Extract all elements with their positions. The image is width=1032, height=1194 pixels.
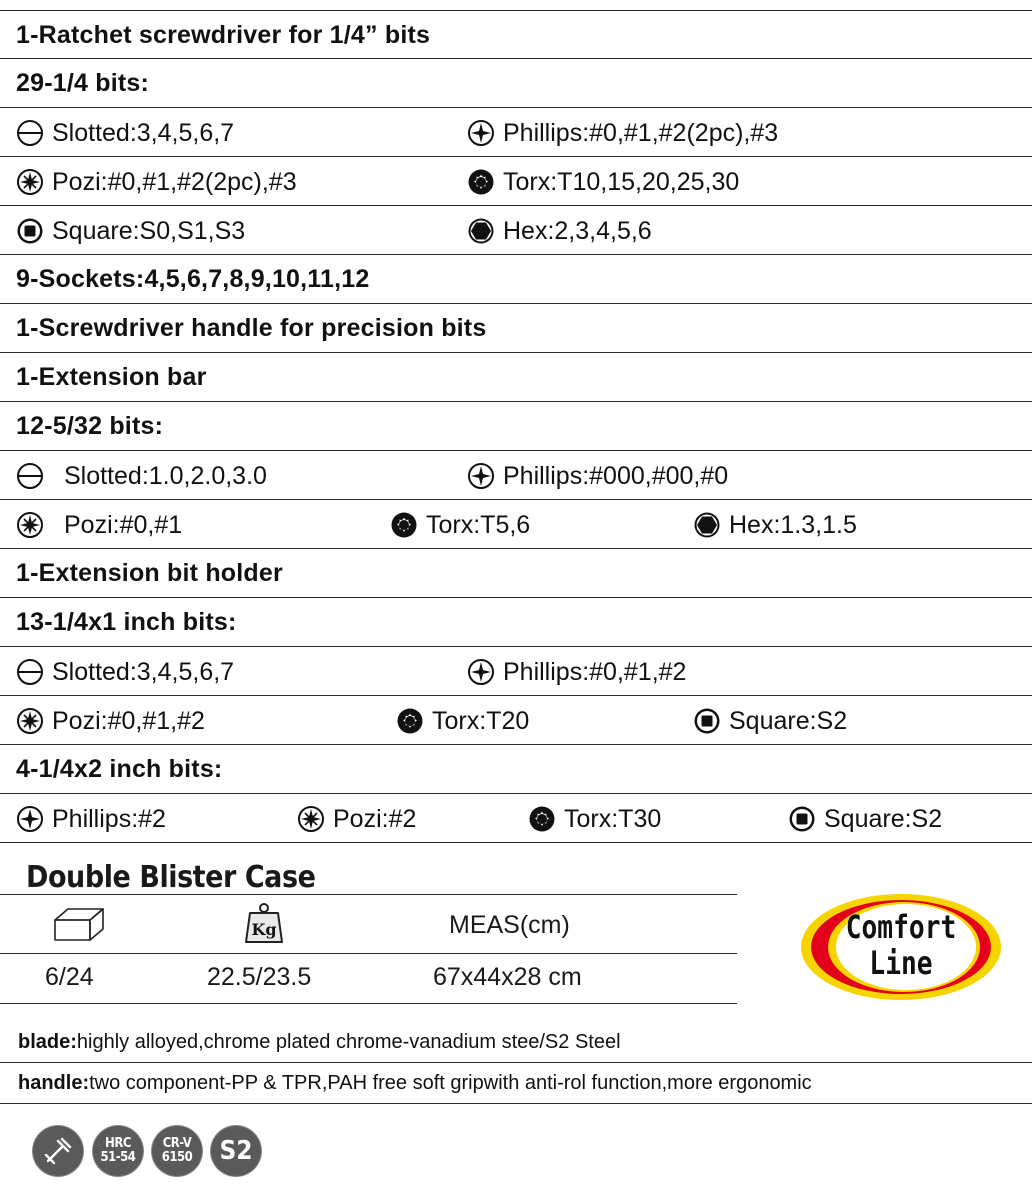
row-ratchet <box>0 10 1032 59</box>
spec-text: highly alloyed,chrome plated chrome-vanadium stee/S2 Steel <box>76 1031 621 1053</box>
torx-icon <box>528 805 556 833</box>
item-text: Hex:1.3,1.5 <box>729 510 857 539</box>
item <box>788 803 942 835</box>
row-29-bits <box>0 59 1032 108</box>
pozi-icon <box>16 511 44 539</box>
item-text: Phillips:#000,#00,#0 <box>503 461 729 490</box>
item-text: Pozi:#0,#1 <box>64 510 183 539</box>
item-text: Phillips:#2 <box>52 804 166 833</box>
square-icon <box>693 707 721 735</box>
heading-13-bits: 13-1/4x1 inch bits: <box>16 608 237 636</box>
logo-line1: Comfort <box>845 908 957 946</box>
spec-text: two component-PP & TPR,PAH free soft gripwith anti-rol function,more ergonomic <box>89 1072 812 1094</box>
box-icon <box>52 905 106 943</box>
item-text: Phillips:#0,#1,#2(2pc),#3 <box>503 118 779 147</box>
handle-spec <box>0 1063 1032 1104</box>
heading-sockets: 9-Sockets:4,5,6,7,8,9,10,11,12 <box>16 265 370 293</box>
pozi-icon <box>16 707 44 735</box>
badge-text: S2 <box>219 1136 253 1166</box>
slotted-icon <box>16 462 44 490</box>
torx-icon <box>467 168 495 196</box>
item <box>467 656 686 688</box>
quantity-value: 6/24 <box>45 963 94 991</box>
row-4-bits-a <box>0 794 1032 843</box>
blade-spec <box>0 1022 1032 1063</box>
item <box>467 215 652 247</box>
item <box>390 509 530 541</box>
heading-precision-handle: 1-Screwdriver handle for precision bits <box>16 314 487 342</box>
svg-text:Kg: Kg <box>251 920 277 939</box>
heading-29-bits: 29-1/4 bits: <box>16 69 150 97</box>
spec-label: handle: <box>18 1072 90 1094</box>
row-29-bits-b <box>0 157 1032 206</box>
case-title: Double Blister Case <box>26 860 316 895</box>
phillips-icon <box>467 658 495 686</box>
slotted-icon <box>16 119 44 147</box>
torx-icon <box>396 707 424 735</box>
item <box>16 166 297 198</box>
row-extension-bar <box>0 353 1032 402</box>
weight-kg-icon <box>244 902 284 944</box>
divider <box>0 953 737 954</box>
badge-line2: 51-54 <box>100 1150 136 1165</box>
item <box>16 215 245 247</box>
item <box>16 509 182 541</box>
hrc-badge <box>93 1126 143 1176</box>
item <box>467 166 739 198</box>
crv-badge <box>152 1126 202 1176</box>
item <box>693 509 857 541</box>
torx-icon <box>390 511 418 539</box>
item-text: Pozi:#2 <box>333 804 417 833</box>
weight-value: 22.5/23.5 <box>207 963 312 991</box>
item-text: Slotted:3,4,5,6,7 <box>52 118 235 147</box>
slotted-icon <box>16 658 44 686</box>
comfort-line-logo <box>800 893 1002 1001</box>
row-12-bits-b <box>0 500 1032 549</box>
row-precision-handle <box>0 304 1032 353</box>
row-bit-holder <box>0 549 1032 598</box>
item-text: Torx:T30 <box>564 804 662 833</box>
square-icon <box>16 217 44 245</box>
phillips-icon <box>467 119 495 147</box>
item-text: Torx:T5,6 <box>426 510 531 539</box>
badge-line2: 6150 <box>161 1150 193 1165</box>
divider <box>0 894 737 895</box>
heading-bit-holder: 1-Extension bit holder <box>16 559 283 587</box>
row-sockets <box>0 255 1032 304</box>
square-icon <box>788 805 816 833</box>
item-text: Torx:T10,15,20,25,30 <box>503 167 740 196</box>
phillips-icon <box>467 462 495 490</box>
row-29-bits-c <box>0 206 1032 255</box>
badge-line1: HRC <box>105 1136 131 1151</box>
s2-badge <box>211 1126 261 1176</box>
item-text: Square:S2 <box>729 706 848 735</box>
item <box>16 705 205 737</box>
item-text: Torx:T20 <box>432 706 530 735</box>
item-text: Phillips:#0,#1,#2 <box>503 657 687 686</box>
row-13-bits <box>0 598 1032 647</box>
row-13-bits-a <box>0 647 1032 696</box>
meas-header: MEAS(cm) <box>449 911 570 939</box>
pozi-icon <box>16 168 44 196</box>
logo-line2: Line <box>869 944 933 982</box>
row-13-bits-b <box>0 696 1032 745</box>
item <box>528 803 661 835</box>
item <box>16 656 234 688</box>
row-12-bits <box>0 402 1032 451</box>
divider <box>0 1003 737 1004</box>
hex-icon <box>467 217 495 245</box>
heading-4-bits: 4-1/4x2 inch bits: <box>16 755 223 783</box>
item <box>396 705 529 737</box>
item-text: Square:S0,S1,S3 <box>52 216 246 245</box>
spec-label: blade: <box>18 1031 77 1053</box>
heading-ratchet: 1-Ratchet screwdriver for 1/4” bits <box>16 21 431 49</box>
badge-line1: CR-V <box>162 1136 192 1151</box>
row-29-bits-a <box>0 108 1032 157</box>
item-text: Pozi:#0,#1,#2 <box>52 706 205 735</box>
item-text: Slotted:1.0,2.0,3.0 <box>64 461 267 490</box>
heading-extension-bar: 1-Extension bar <box>16 363 207 391</box>
item-text: Hex:2,3,4,5,6 <box>503 216 652 245</box>
row-12-bits-a <box>0 451 1032 500</box>
hammer-icon <box>33 1126 83 1176</box>
item <box>693 705 847 737</box>
item-text: Square:S2 <box>824 804 943 833</box>
item <box>16 117 234 149</box>
item-text: Slotted:3,4,5,6,7 <box>52 657 235 686</box>
item <box>297 803 416 835</box>
heading-12-bits: 12-5/32 bits: <box>16 412 164 440</box>
item <box>467 460 728 492</box>
meas-value: 67x44x28 cm <box>433 963 582 991</box>
row-4-bits <box>0 745 1032 794</box>
item-text: Pozi:#0,#1,#2(2pc),#3 <box>52 167 297 196</box>
item <box>467 117 778 149</box>
item <box>16 460 267 492</box>
pozi-icon <box>297 805 325 833</box>
item <box>16 803 166 835</box>
hex-icon <box>693 511 721 539</box>
phillips-icon <box>16 805 44 833</box>
